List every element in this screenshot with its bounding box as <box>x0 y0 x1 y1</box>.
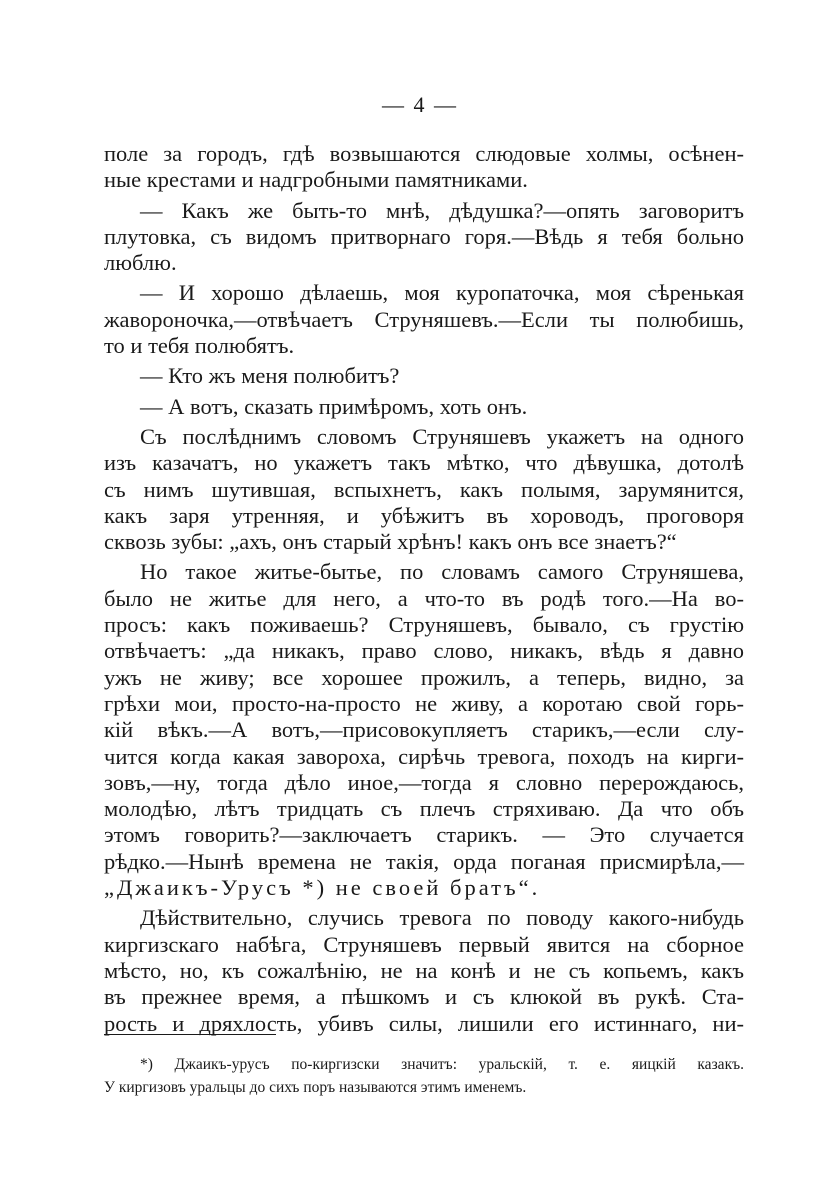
text-line: — А вотъ, сказать примѣромъ, хоть онъ. <box>140 393 528 419</box>
text-line: чится когда какая завороха, сирѣчь тревога, походъ на кирги- <box>104 743 744 769</box>
text-line: ные крестами и надгробными памятниками. <box>104 167 528 193</box>
text-line: Дѣйствительно, случись тревога по поводу какого-нибудь <box>140 905 744 931</box>
text-line: грѣхи мои, просто-на-просто не живу, а коротаю свой горь- <box>104 690 744 716</box>
text-line: просъ: какъ поживаешь? Струняшевъ, бывало, съ грустію <box>104 612 744 638</box>
footnote-line: *) Джаикъ-урусъ по-киргизски значитъ: уральскій, т. е. яицкій казакъ. <box>140 1056 744 1073</box>
text-line: то и тебя полюбятъ. <box>104 333 295 359</box>
text-line: сквозь зубы: „ахъ, онъ старый хрѣнъ! какъ онъ все знаетъ?“ <box>104 529 677 555</box>
text-line: киргизскаго набѣга, Струняшевъ первый явится на сборное <box>104 931 744 957</box>
text-line: — Какъ же быть-то мнѣ, дѣдушка?—опять заговоритъ <box>140 197 744 223</box>
text-line: ужъ не живу; все хорошее прожилъ, а теперь, видно, за <box>104 664 744 690</box>
text-line: люблю. <box>104 250 177 276</box>
text-line: рѣдко.—Нынѣ времена не такія, орда поганая присмирѣла,— <box>104 848 744 874</box>
page-number: — 4 — <box>382 92 458 117</box>
text-line: какъ заря утренняя, и убѣжитъ въ хороводъ, проговоря <box>104 502 744 528</box>
text-line: молодѣю, лѣтъ тридцать съ плечъ стряхиваю. Да что объ <box>104 796 744 822</box>
text-line: — Кто жъ меня полюбитъ? <box>140 363 400 389</box>
text-line: плутовка, съ видомъ притворнаго горя.—Вѣдь я тебя больно <box>104 223 744 249</box>
text-line: отвѣчаетъ: „да никакъ, право слово, никакъ, вѣдь я давно <box>104 638 744 664</box>
text-line: въ прежнее время, а пѣшкомъ и съ клюкой въ рукѣ. Ста- <box>104 984 744 1010</box>
text-line: кій вѣкъ.—А вотъ,—присовокупляетъ старикъ,—если слу- <box>104 717 744 743</box>
text-line: зовъ,—ну, тогда дѣло иное,—тогда я словно перерождаюсь, <box>104 769 744 795</box>
text-line: — И хорошо дѣлаешь, моя куропаточка, моя сѣренькая <box>140 280 744 306</box>
text-line: рость и дряхлость, убивъ силы, лишили его истиннаго, ни- <box>104 1010 744 1036</box>
text-line: „Джаикъ-Урусъ *) не своей братъ“. <box>104 875 541 901</box>
footnote-line: У киргизовъ уральцы до сихъ поръ называются этимъ именемъ. <box>104 1079 527 1096</box>
footnote <box>104 1053 744 1099</box>
body-text <box>104 141 744 1037</box>
text-line: съ нимъ шутившая, вспыхнетъ, какъ полымя, зарумянится, <box>104 476 744 502</box>
text-line: поле за городъ, гдѣ возвышаются слюдовые холмы, осѣнен- <box>104 141 744 166</box>
text-line: мѣсто, но, къ сожалѣнію, не на конѣ и не съ копьемъ, какъ <box>104 957 744 983</box>
text-line: было не житье для него, а что-то въ родѣ того.—На во- <box>104 585 744 611</box>
text-line: изъ казачатъ, но укажетъ такъ мѣтко, что дѣвушка, дотолѣ <box>104 450 744 476</box>
text-line: этомъ говорить?—заключаетъ старикъ. — Это случается <box>104 822 744 848</box>
text-line: жавороночка,—отвѣчаетъ Струняшевъ.—Если ты полюбишь, <box>104 306 744 332</box>
text-line: Съ послѣднимъ словомъ Струняшевъ укажетъ на одного <box>140 423 744 449</box>
text-line: Но такое житье-бытье, по словамъ самого Струняшева, <box>140 559 744 585</box>
footnote-divider <box>104 1034 276 1035</box>
